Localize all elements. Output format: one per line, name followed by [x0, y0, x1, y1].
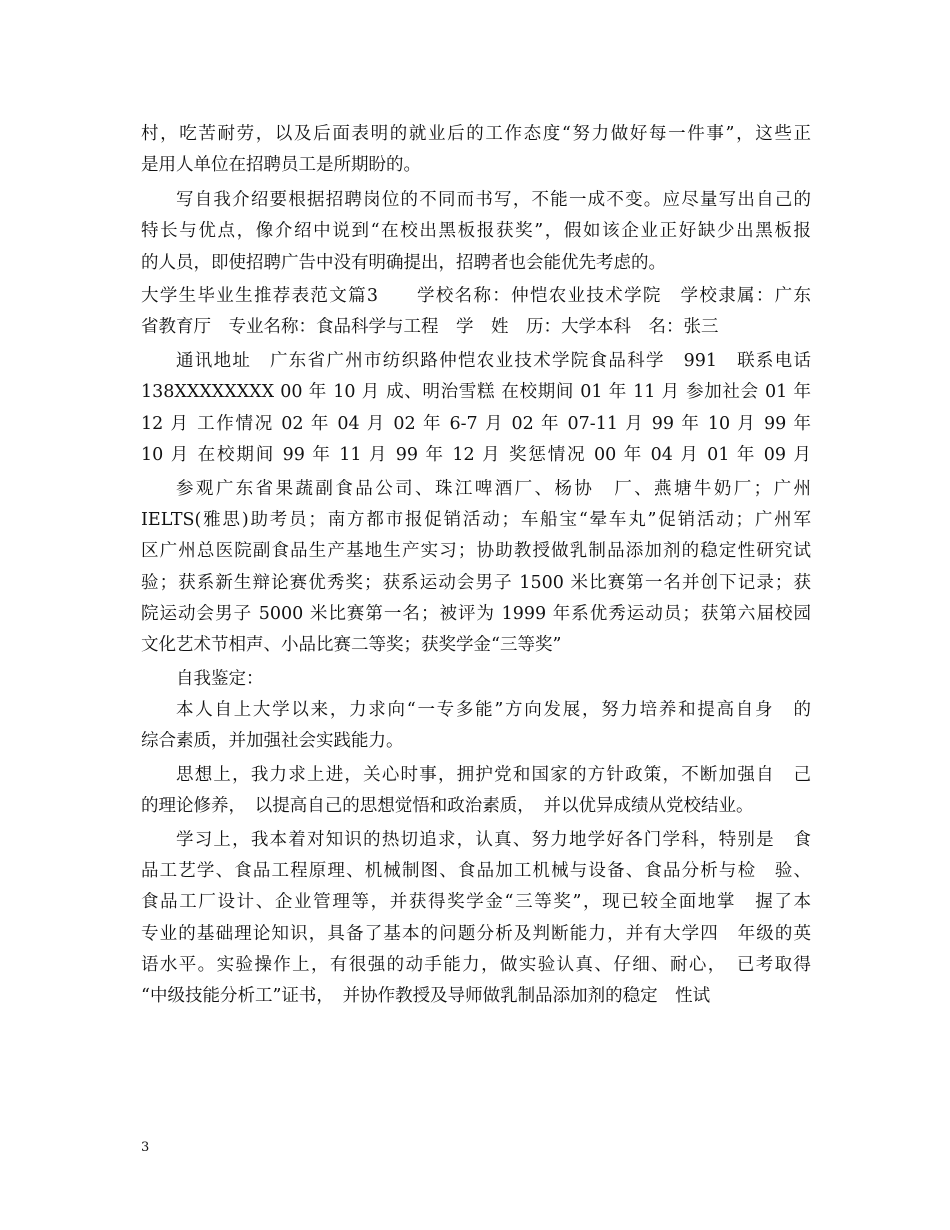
- page-number: 3: [141, 1140, 150, 1155]
- text-line: IELTS(雅思)助考员；南方都市报促销活动；车船宝“晕车丸”促销活动；广州军: [141, 510, 811, 530]
- text-line: 品工艺学、食品工程原理、机械制图、食品加工机械与设备、食品分析与检 验、: [141, 861, 811, 881]
- text-line: 138XXXXXXXX 00 年 10 月 成、明治雪糕 在校期间 01 年 11 月 参加社会 01 年: [141, 382, 811, 402]
- text-line: 参观广东省果蔬副食品公司、珠江啤酒厂、杨协 厂、燕塘牛奶厂；广州: [176, 479, 811, 499]
- text-line: 院运动会男子 5000 米比赛第一名；被评为 1999 年系优秀运动员；获第六届校园: [141, 604, 811, 624]
- text-line: 的理论修养， 以提高自己的思想觉悟和政治素质， 并以优异成绩从党校结业。: [141, 796, 754, 816]
- text-line: 写自我介绍要根据招聘岗位的不同而书写，不能一成不变。应尽量写出自己的: [176, 190, 811, 210]
- text-line: 通讯地址 广东省广州市纺织路仲恺农业技术学院食品科学 991 联系电话: [176, 351, 811, 371]
- text-line: 是用人单位在招聘员工是所期盼的。: [141, 155, 421, 175]
- text-line: 语水平。实验操作上，有很强的动手能力，做实验认真、仔细、耐心， 已考取得: [141, 955, 811, 975]
- text-line: 专业的基础理论知识，具备了基本的问题分析及判断能力，并有大学四 年级的英: [141, 924, 811, 944]
- text-line: 学习上，我本着对知识的热切追求，认真、努力地学好各门学科，特别是 食: [176, 830, 811, 850]
- text-line: 的人员，即使招聘广告中没有明确提出，招聘者也会能优先考虑的。: [141, 253, 666, 273]
- text-line: 村，吃苦耐劳，以及后面表明的就业后的工作态度“努力做好每一件事”，这些正: [141, 124, 811, 144]
- text-line: 大学生毕业生推荐表范文篇3 学校名称：仲恺农业技术学院 学校隶属：广东: [141, 286, 811, 306]
- text-line: 自我鉴定：: [176, 669, 264, 689]
- text-line: 思想上，我力求上进，关心时事，拥护党和国家的方针政策，不断加强自 己: [176, 765, 811, 785]
- text-line: 10 月 在校期间 99 年 11 月 99 年 12 月 奖惩情况 00 年 04 月 01 年 09 月: [141, 445, 811, 465]
- text-line: 文化艺术节相声、小品比赛二等奖；获奖学金“三等奖”: [141, 635, 562, 655]
- text-line: 省教育厅 专业名称：食品科学与工程 学 姓 历：大学本科 名：张三: [141, 317, 719, 337]
- text-line: 本人自上大学以来，力求向“一专多能”方向发展，努力培养和提高自身 的: [176, 700, 811, 720]
- text-line: 综合素质，并加强社会实践能力。: [141, 731, 404, 751]
- text-line: 特长与优点，像介绍中说到“在校出黑板报获奖”，假如该企业正好缺少出黑板报: [141, 221, 811, 241]
- text-line: 12 月 工作情况 02 年 04 月 02 年 6-7 月 02 年 07-11 月 99 年 10 月 99 年: [141, 414, 811, 434]
- text-line: 验；获系新生辩论赛优秀奖；获系运动会男子 1500 米比赛第一名并创下记录；获: [141, 573, 811, 593]
- text-line: 食品工厂设计、企业管理等，并获得奖学金“三等奖”，现已较全面地掌 握了本: [141, 892, 811, 912]
- text-line: “中级技能分析工”证书， 并协作教授及导师做乳制品添加剂的稳定 性试: [141, 986, 711, 1006]
- text-line: 区广州总医院副食品生产基地生产实习；协助教授做乳制品添加剂的稳定性研究试: [141, 541, 811, 561]
